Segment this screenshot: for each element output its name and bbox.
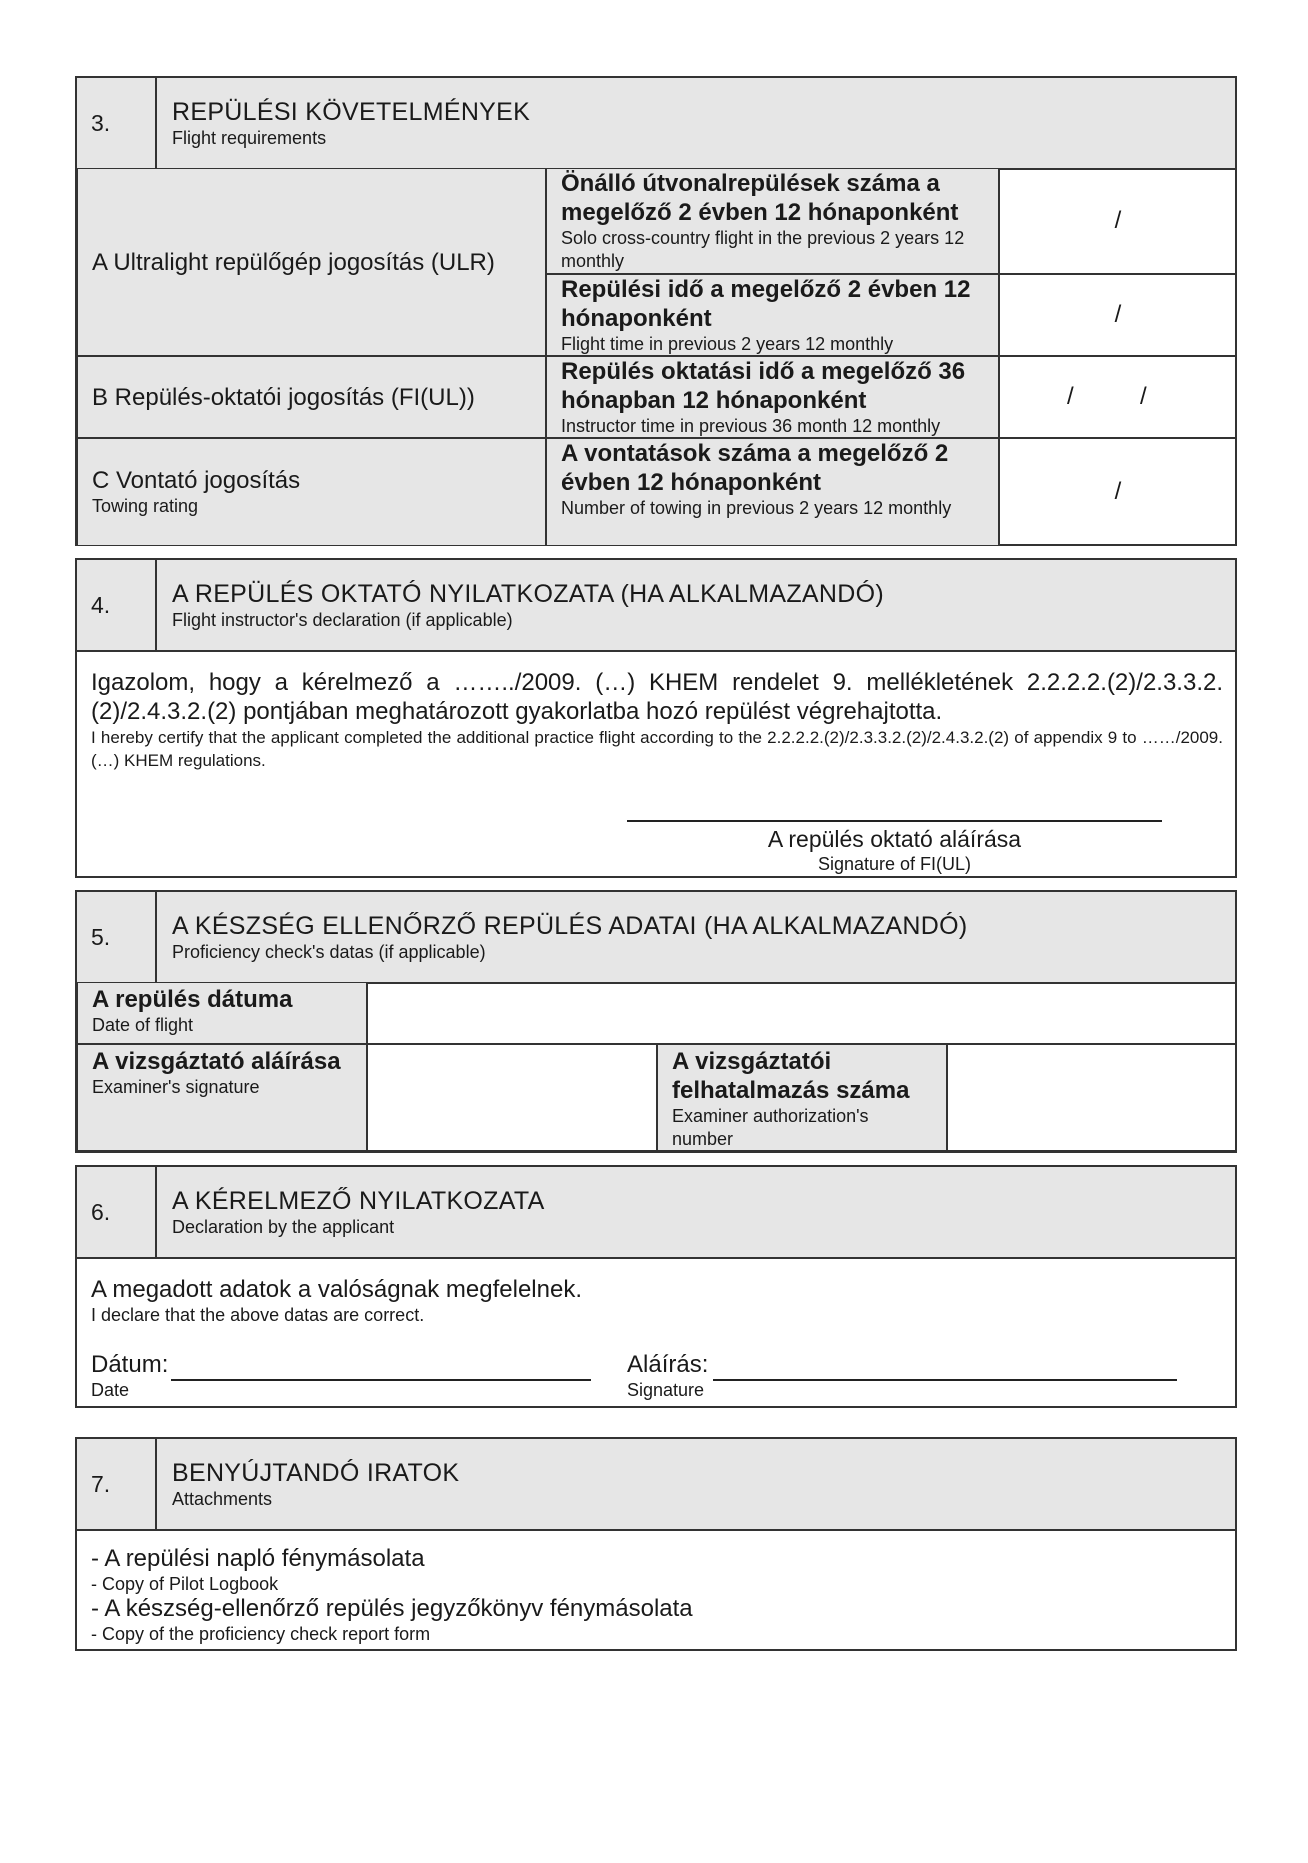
section-5 xyxy=(75,890,1237,1153)
row-c-label: C Vontató jogosítás xyxy=(92,467,301,494)
declaration-en: I hereby certify that the applicant completed the additional practice flight according to the 2.2.2.2.(2)/2.3.3.2.(2)/2.4.3.2.(2) of appendix 9 to ……/2009. (…) KHEM regulations. xyxy=(91,728,1223,770)
row-b-req-en: Instructor time in previous 36 month 12 monthly xyxy=(561,416,941,436)
list-item: - Copy of Pilot Logbook xyxy=(91,1574,279,1594)
signature-en: Signature of FI(UL) xyxy=(817,854,972,874)
declaration-en: I declare that the above datas are correct. xyxy=(91,1305,425,1325)
row-a-req2-cell xyxy=(546,274,999,356)
attachments-list xyxy=(91,1545,693,1645)
row-a-label-cell xyxy=(77,168,546,356)
row-b-label: B Repülés-oktatói jogosítás (FI(UL)) xyxy=(92,383,475,411)
section-title: REPÜLÉSI KÖVETELMÉNYEK xyxy=(172,98,531,126)
row-c-value[interactable] xyxy=(999,438,1237,546)
section-subtitle: Declaration by the applicant xyxy=(172,1217,395,1237)
list-item: - A készség-ellenőrző repülés jegyzőkönyv fénymásolata xyxy=(91,1595,693,1622)
date-field-group xyxy=(91,1351,591,1401)
section-title: BENYÚJTANDÓ IRATOK xyxy=(172,1459,460,1487)
date-label-en: Date xyxy=(91,1380,130,1400)
row-a-req1-en: Solo cross-country flight in the previous 2 years 12 monthly xyxy=(561,228,965,271)
declaration-hu: A megadott adatok a valóságnak megfelelnek. xyxy=(91,1276,582,1303)
instructor-signature-label xyxy=(627,826,1162,875)
flight-date-en: Date of flight xyxy=(92,1015,194,1035)
signature-field-group xyxy=(627,1351,1167,1401)
row-a-label: A Ultralight repülőgép jogosítás (ULR) xyxy=(92,248,495,276)
row-b-value[interactable] xyxy=(999,356,1237,438)
applicant-declaration xyxy=(91,1275,582,1326)
slash-separator: / xyxy=(1114,207,1122,234)
examiner-signature-en: Examiner's signature xyxy=(92,1077,260,1097)
section-number: 7. xyxy=(77,1439,157,1529)
examiner-signature-hu: A vizsgáztató aláírása xyxy=(92,1048,341,1075)
section-subtitle: Proficiency check's datas (if applicable) xyxy=(172,942,486,962)
section-5-header xyxy=(77,892,1235,984)
slash-separator: / xyxy=(1114,301,1122,328)
date-input-line[interactable] xyxy=(171,1355,591,1381)
row-c-req-cell xyxy=(546,438,999,546)
row-a-req1-hu: Önálló útvonalrepülések száma a megelőző 2 évben 12 hónaponként xyxy=(561,170,959,226)
signature-label-en: Signature xyxy=(627,1380,705,1400)
examiner-auth-label-cell xyxy=(657,1044,947,1151)
instructor-signature-line[interactable] xyxy=(627,820,1162,822)
section-number: 3. xyxy=(77,78,157,168)
row-c-req-en: Number of towing in previous 2 years 12 monthly xyxy=(561,498,952,518)
row-a-req1-cell xyxy=(546,168,999,274)
signature-input-line[interactable] xyxy=(713,1355,1177,1381)
section-title: A KÉRELMEZŐ NYILATKOZATA xyxy=(172,1187,545,1215)
row-c-label-cell xyxy=(77,438,546,546)
row-b-label-cell xyxy=(77,356,546,438)
section-7-header xyxy=(77,1439,1235,1531)
flight-date-label-cell xyxy=(77,982,367,1044)
slash-separator: / xyxy=(1067,383,1074,410)
section-title: A KÉSZSÉG ELLENŐRZŐ REPÜLÉS ADATAI (HA ALKALMAZANDÓ) xyxy=(172,912,968,940)
section-6-header xyxy=(77,1167,1235,1259)
section-title: A REPÜLÉS OKTATÓ NYILATKOZATA (HA ALKALMAZANDÓ) xyxy=(172,580,884,608)
signature-hu: A repülés oktató aláírása xyxy=(767,826,1022,852)
flight-date-hu: A repülés dátuma xyxy=(92,986,293,1013)
row-c-req-hu: A vontatások száma a megelőző 2 évben 12 hónaponként xyxy=(561,440,949,496)
row-a-req2-value[interactable] xyxy=(999,274,1237,356)
section-4-header xyxy=(77,560,1235,652)
declaration-hu: Igazolom, hogy a kérelmező a ……../2009. (…) KHEM rendelet 9. mellékletének 2.2.2.2.(2)/2.3.3.2.(2)/2.4.3.2.(2) pontjában meghatározott gyakorlatba hozó repülést végrehajtotta. xyxy=(91,669,1223,725)
examiner-signature-label-cell xyxy=(77,1044,367,1151)
instructor-declaration-text xyxy=(91,668,1223,772)
row-c-label-en: Towing rating xyxy=(92,496,199,516)
list-item: - A repülési napló fénymásolata xyxy=(91,1545,425,1572)
section-6 xyxy=(75,1165,1237,1408)
section-subtitle: Attachments xyxy=(172,1489,273,1509)
row-a-req1-value[interactable] xyxy=(999,168,1237,274)
slash-separator: / xyxy=(1114,478,1122,505)
section-number: 5. xyxy=(77,892,157,982)
examiner-auth-field[interactable] xyxy=(947,1044,1237,1151)
section-3 xyxy=(75,76,1237,546)
section-7 xyxy=(75,1437,1237,1651)
list-item: - Copy of the proficiency check report form xyxy=(91,1624,431,1644)
slash-separator: / xyxy=(1140,383,1147,410)
date-label: Dátum: xyxy=(91,1351,169,1378)
row-b-req-hu: Repülés oktatási idő a megelőző 36 hónapban 12 hónaponként xyxy=(561,358,966,414)
signature-label: Aláírás: xyxy=(627,1351,709,1378)
section-number: 4. xyxy=(77,560,157,650)
examiner-auth-hu: A vizsgáztatói felhatalmazás száma xyxy=(672,1048,910,1104)
row-a-req2-en: Flight time in previous 2 years 12 monthly xyxy=(561,334,894,354)
section-3-header xyxy=(77,78,1235,170)
row-b-req-cell xyxy=(546,356,999,438)
section-4 xyxy=(75,558,1237,878)
section-subtitle: Flight requirements xyxy=(172,128,327,148)
examiner-auth-en: Examiner authorization's number xyxy=(672,1106,869,1149)
section-subtitle: Flight instructor's declaration (if applicable) xyxy=(172,610,513,630)
row-a-req2-hu: Repülési idő a megelőző 2 évben 12 hónaponként xyxy=(561,276,971,332)
flight-date-field[interactable] xyxy=(367,982,1237,1044)
examiner-signature-field[interactable] xyxy=(367,1044,657,1151)
section-number: 6. xyxy=(77,1167,157,1257)
